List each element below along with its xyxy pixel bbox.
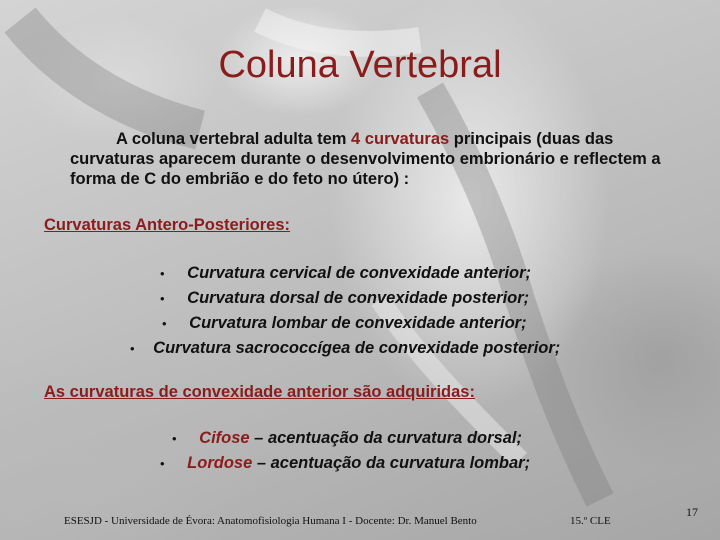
acquired-curvatures-list xyxy=(160,426,530,476)
bullet-icon: • xyxy=(162,316,167,331)
bullet-icon: • xyxy=(160,456,165,471)
list-item xyxy=(130,336,560,361)
list-item-text: Curvatura dorsal de convexidade posterior; xyxy=(187,289,530,307)
section-heading-acquired: As curvaturas de convexidade anterior são adquiridas: xyxy=(44,383,475,401)
term-definition: – acentuação da curvatura dorsal; xyxy=(249,429,522,447)
bullet-icon: • xyxy=(160,266,165,281)
intro-text-end: principais (duas das curvaturas aparecem durante o desenvolvimento embrionário e reflectem a forma de C do embrião e do feto no útero) : xyxy=(70,130,661,188)
footer-course: 15.º CLE xyxy=(570,515,611,527)
term-definition: – acentuação da curvatura lombar; xyxy=(252,454,531,472)
footer-institution: ESESJD - Universidade de Évora: Anatomofisiologia Humana I - Docente: Dr. Manuel Bento xyxy=(64,515,477,527)
slide-title: Coluna Vertebral xyxy=(218,44,502,86)
list-item xyxy=(130,261,560,286)
term-cifose: Cifose xyxy=(199,429,250,447)
list-item xyxy=(130,286,560,311)
term-lordose: Lordose xyxy=(187,454,253,472)
intro-text-start: A coluna vertebral adulta tem xyxy=(116,130,352,148)
bullet-icon: • xyxy=(172,431,177,446)
list-item-text: Curvatura sacrococcígea de convexidade posterior; xyxy=(153,339,561,357)
list-item-text: Curvatura cervical de convexidade anterior; xyxy=(187,264,532,282)
intro-highlight: 4 curvaturas xyxy=(351,130,450,148)
curvatures-list xyxy=(130,261,560,361)
list-item xyxy=(160,451,530,476)
bullet-icon: • xyxy=(130,341,135,356)
bullet-icon: • xyxy=(160,291,165,306)
list-item-text: Curvatura lombar de convexidade anterior; xyxy=(189,314,527,332)
list-item xyxy=(130,311,560,336)
intro-paragraph xyxy=(70,129,690,189)
list-item xyxy=(160,426,530,451)
page-number: 17 xyxy=(686,505,698,519)
section-heading-antero-posterior: Curvaturas Antero-Posteriores: xyxy=(44,216,291,234)
